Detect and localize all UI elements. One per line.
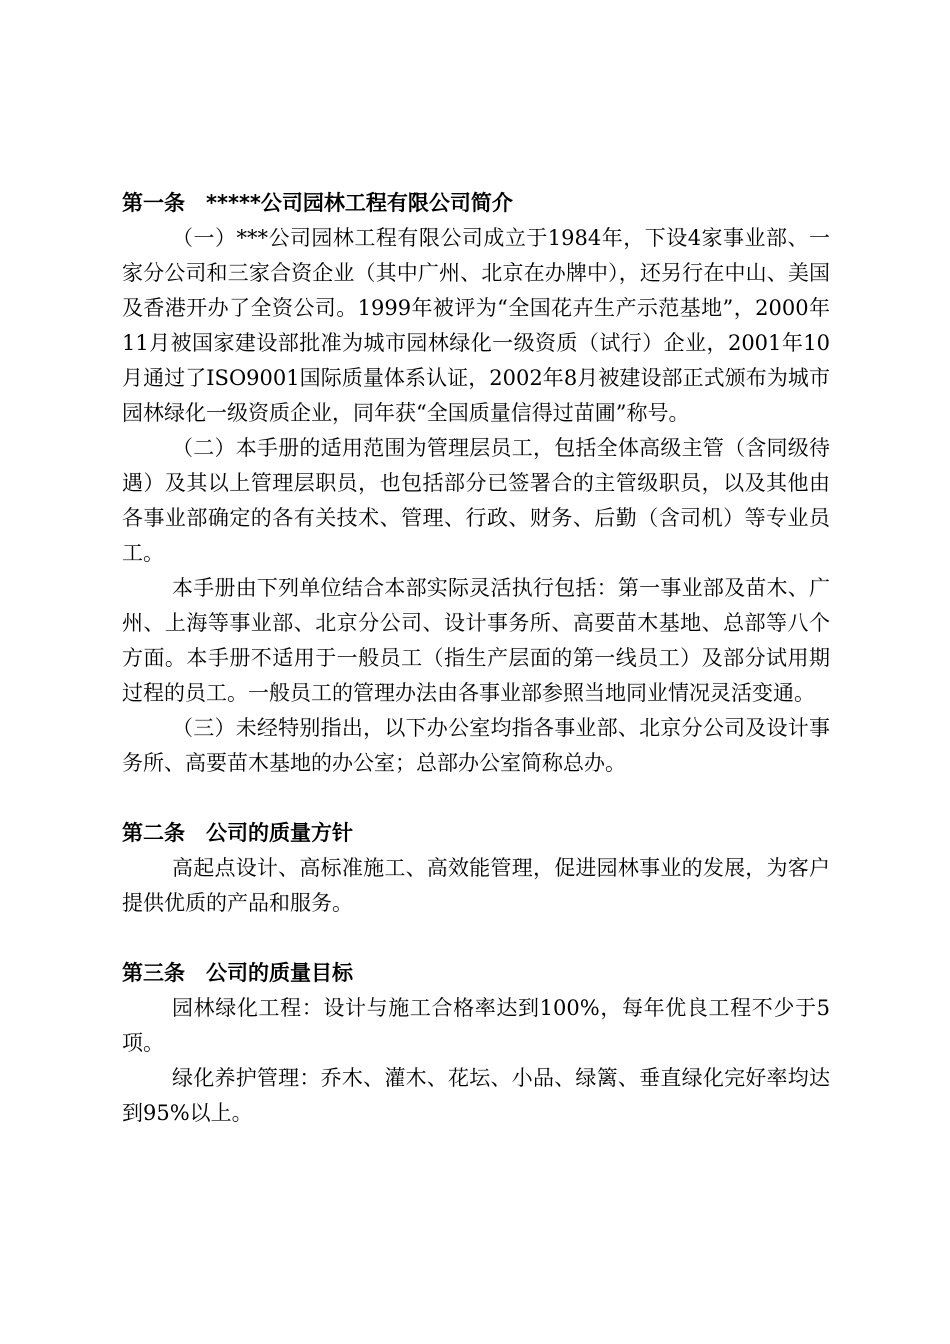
article-1-paragraph-4: （三）未经特别指出，以下办公室均指各事业部、北京分公司及设计事务所、高要苗木基地的办公室；总部办公室简称总办。 [122,716,830,775]
article-3 [122,956,830,1131]
article-1-paragraph-2: （二）本手册的适用范围为管理层员工，包括全体高级主管（含同级待遇）及其以上管理层职员，也包括部分已签署合的主管级职员，以及其他由各事业部确定的各有关技术、管理、行政、财务、后勤（含司机）等专业员工。 [122,436,830,565]
article-2-paragraph-1: 高起点设计、高标准施工、高效能管理，促进园林事业的发展，为客户提供优质的产品和服务。 [122,856,830,915]
article-1-paragraph-3: 本手册由下列单位结合本部实际灵活执行包括：第一事业部及苗木、广州、上海等事业部、北京分公司、设计事务所、高要苗木基地、总部等八个方面。本手册不适用于一般员工（指生产层面的第一线员工）及部分试用期过程的员工。一般员工的管理办法由各事业部参照当地同业情况灵活变通。 [122,576,830,705]
section-spacer [122,921,830,956]
article-1-heading: 第一条 *****公司园林工程有限公司简介 [122,191,513,215]
article-3-paragraph-1: 园林绿化工程：设计与施工合格率达到100%，每年优良工程不少于5项。 [122,996,830,1055]
section-spacer [122,781,830,816]
document-page [122,186,830,1131]
article-1-paragraph-1: （一）***公司园林工程有限公司成立于1984年，下设4家事业部、一家分公司和三家合资企业（其中广州、北京在办牌中），还另行在中山、美国及香港开办了全资公司。1999年被评为“全国花卉生产示范基地”，2000年11月被国家建设部批准为城市园林绿化一级资质（试行）企业，2001年10月通过了ISO9001国际质量体系认证，2002年8月被建设部正式颁布为城市园林绿化一级资质企业，同年获“全国质量信得过苗圃”称号。 [122,226,830,425]
article-3-heading: 第三条 公司的质量目标 [122,961,353,985]
article-2 [122,816,830,921]
article-1 [122,186,830,781]
article-2-heading: 第二条 公司的质量方针 [122,821,353,845]
article-3-paragraph-2: 绿化养护管理：乔木、灌木、花坛、小品、绿篱、垂直绿化完好率均达到95%以上。 [122,1066,830,1125]
